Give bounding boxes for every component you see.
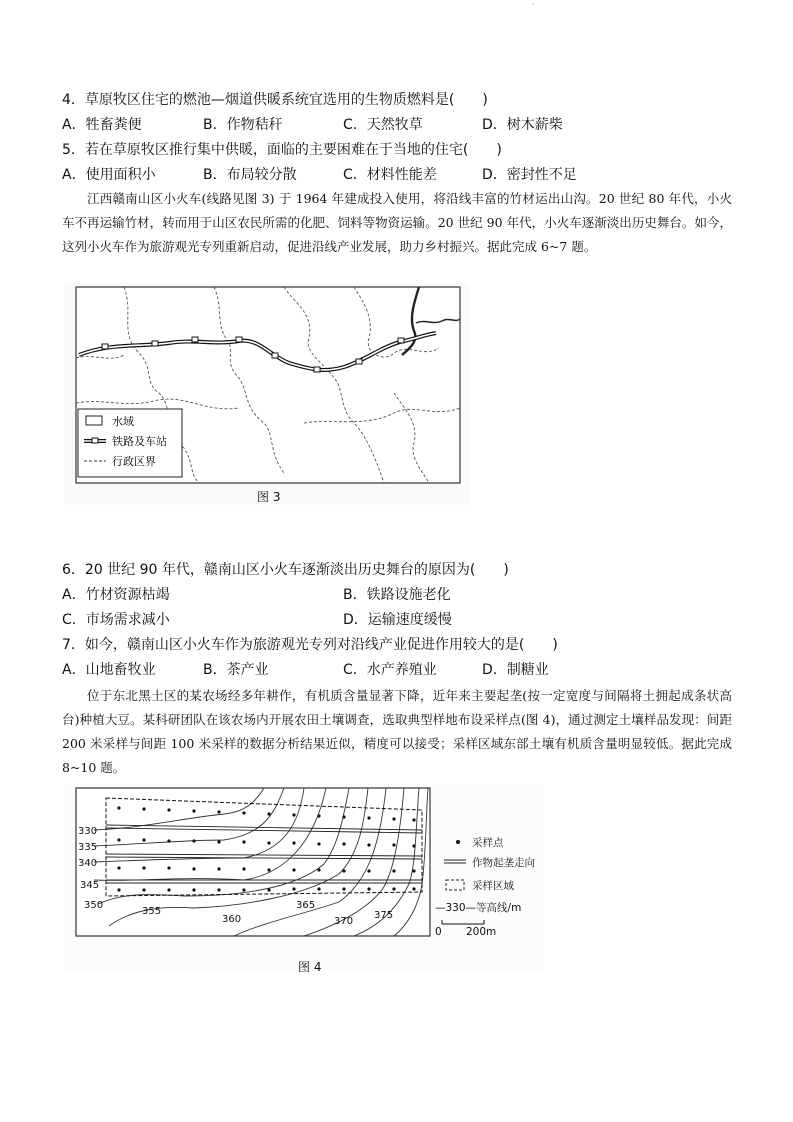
contour-label: 340 xyxy=(78,858,98,869)
contour-label: 370 xyxy=(334,916,354,927)
q5-option-a[interactable]: A．使用面积小 xyxy=(62,167,156,183)
q7-option-b[interactable]: B．茶产业 xyxy=(203,662,269,678)
figure-3-caption: 图 3 xyxy=(257,490,281,504)
question-7-stem: 7．如今，赣南山区小火车作为旅游观光专列对沿线产业促进作用较大的是( ) xyxy=(62,637,558,653)
question-5-stem: 5．若在草原牧区推行集中供暖，面临的主要困难在于当地的住宅( ) xyxy=(62,142,502,158)
legend-ridge-direction: 作物起垄走向 xyxy=(472,857,535,869)
q7-option-d[interactable]: D．制糖业 xyxy=(482,662,549,678)
legend-sampling-area: 采样区域 xyxy=(472,880,514,892)
q4-option-d[interactable]: D．树木薪柴 xyxy=(482,117,563,133)
scale-end: 200m xyxy=(466,926,497,938)
q6-option-c[interactable]: C．市场需求减小 xyxy=(62,612,170,628)
question-4-stem: 4．草原牧区住宅的燃池—烟道供暖系统宜选用的生物质燃料是( ) xyxy=(62,92,488,108)
question-6-stem: 6．20 世纪 90 年代，赣南山区小火车逐渐淡出历史舞台的原因为( ) xyxy=(62,562,509,578)
q6-option-b[interactable]: B．铁路设施老化 xyxy=(343,587,451,603)
q5-option-b[interactable]: B．布局较分散 xyxy=(203,167,297,183)
scale-start: 0 xyxy=(435,926,442,938)
legend-contour: —330—等高线/m xyxy=(435,902,522,914)
contour-label: 360 xyxy=(222,914,242,925)
page-speck: · xyxy=(532,0,535,9)
q4-option-a[interactable]: A．牲畜粪便 xyxy=(62,117,142,133)
figure-4-sampling-map xyxy=(64,784,544,972)
legend-sample-point: 采样点 xyxy=(472,837,504,849)
figure-4-caption: 图 4 xyxy=(298,960,322,974)
q4-option-b[interactable]: B．作物秸秆 xyxy=(203,117,283,133)
q4-option-c[interactable]: C．天然牧草 xyxy=(343,117,423,133)
q5-option-d[interactable]: D．密封性不足 xyxy=(482,167,577,183)
q6-option-d[interactable]: D．运输速度缓慢 xyxy=(343,612,452,628)
legend-railway: 铁路及车站 xyxy=(112,435,167,448)
q7-option-c[interactable]: C．水产养殖业 xyxy=(343,662,437,678)
contour-label: 350 xyxy=(84,900,104,911)
figure-3-map xyxy=(64,283,470,505)
contour-label: 330 xyxy=(78,826,98,837)
contour-label: 355 xyxy=(142,906,162,917)
contour-label: 375 xyxy=(374,910,394,921)
q7-option-a[interactable]: A．山地畜牧业 xyxy=(62,662,156,678)
legend-boundary: 行政区界 xyxy=(112,455,156,468)
contour-label: 365 xyxy=(296,900,316,911)
contour-label: 345 xyxy=(80,880,100,891)
contour-label: 335 xyxy=(78,842,98,853)
legend-water: 水域 xyxy=(112,415,134,428)
q6-option-a[interactable]: A．竹材资源枯竭 xyxy=(62,587,170,603)
passage-railway: 江西赣南山区小火车(线路见图 3) 于 1964 年建成投入使用，将沿线丰富的竹材运出山沟。20 世纪 80 年代，小火车不再运输竹材，转而用于山区农民所需的化肥、饲料等物资运输。20 世纪 90 年代，小火车逐渐淡出历史舞台。如今，这列小火车作为旅游观光专列重新启动，促进沿线产业发展，助力乡村振兴。据此完成 6~7 题。 xyxy=(62,191,732,254)
passage-soil: 位于东北黑土区的某农场经多年耕作，有机质含量显著下降，近年来主要起垄(按一定宽度与间隔将土拥起成条状高台)种植大豆。某科研团队在该农场内开展农田土壤调查，选取典型样地布设采样点(图 4)，通过测定土壤样品发现：间距 200 米采样与间距 100 米采样的数据分析结果近似，精度可以接受；采样区域东部土壤有机质含量明显较低。据此完成 8~10 题。 xyxy=(62,688,732,775)
q5-option-c[interactable]: C．材料性能差 xyxy=(343,167,437,183)
